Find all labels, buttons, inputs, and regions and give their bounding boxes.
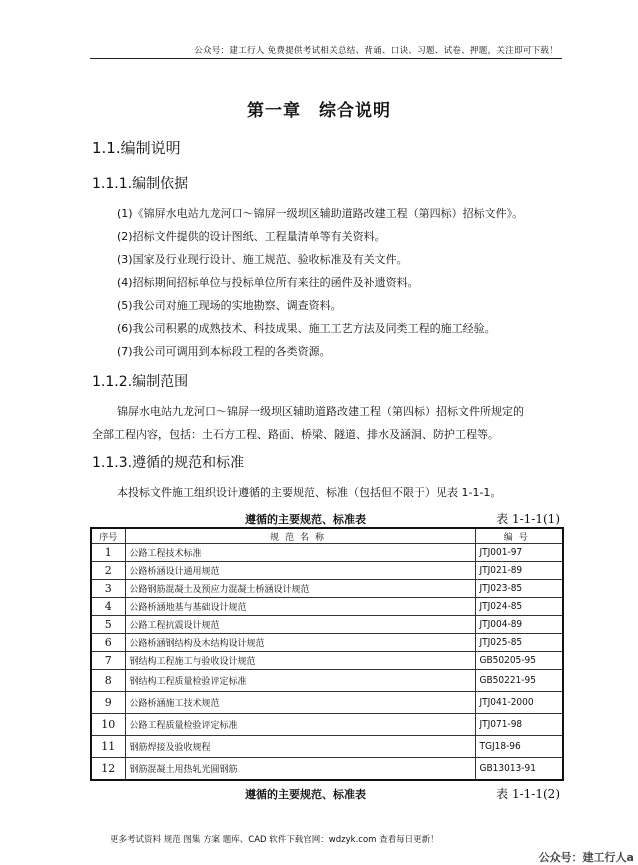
row-name: 公路桥涵设计通用规范 (125, 562, 475, 580)
row-code: GB50205-95 (475, 652, 563, 670)
row-name: 钢筋混凝土用热轧光圆钢筋 (125, 758, 475, 781)
table-header-row (91, 528, 563, 544)
section-1-1-1-title: 1.1.1.编制依据 (92, 176, 189, 192)
section-1-1-title: 1.1.编制说明 (92, 139, 181, 157)
row-name: 钢筋焊接及验收规程 (125, 736, 475, 758)
row-code: JTJ023-85 (475, 580, 563, 598)
basis-item-4: (4)招标期间招标单位与投标单位所有来往的函件及补遗资料。 (117, 276, 419, 289)
row-no: 9 (91, 692, 125, 714)
row-code: JTJ001-97 (475, 544, 563, 562)
row-name: 钢结构工程施工与验收设计规范 (125, 652, 475, 670)
basis-item-7: (7)我公司可调用到本标段工程的各类资源。 (117, 345, 331, 358)
row-name: 公路桥涵施工技术规范 (125, 692, 475, 714)
row-name: 公路工程技术标准 (125, 544, 475, 562)
table-row (91, 758, 563, 781)
row-no: 2 (91, 562, 125, 580)
basis-item-3: (3)国家及行业现行设计、施工规范、验收标准及有关文件。 (117, 253, 408, 266)
row-name: 公路工程质量检验评定标准 (125, 714, 475, 736)
header-divider (90, 58, 562, 59)
row-code: GB50221-95 (475, 670, 563, 692)
table-row (91, 634, 563, 652)
chapter-title: 第一章 综合说明 (247, 101, 391, 121)
header-name: 规范名称 (125, 528, 475, 544)
row-name: 公路桥涵地基与基础设计规范 (125, 598, 475, 616)
table-1-number: 表 1-1-1(1) (496, 512, 560, 526)
row-no: 4 (91, 598, 125, 616)
standards-intro: 本投标文件施工组织设计遵循的主要规范、标准（包括但不限于）见表 1-1-1。 (117, 486, 502, 499)
basis-item-2: (2)招标文件提供的设计图纸、工程量清单等有关资料。 (117, 230, 386, 243)
row-no: 11 (91, 736, 125, 758)
table-row (91, 714, 563, 736)
row-name: 公路工程抗震设计规范 (125, 616, 475, 634)
table-row (91, 692, 563, 714)
table-2-number: 表 1-1-1(2) (496, 787, 560, 801)
row-code: JTJ024-85 (475, 598, 563, 616)
table-1-caption: 遵循的主要规范、标准表 (245, 513, 366, 526)
row-name: 钢结构工程质量检验评定标准 (125, 670, 475, 692)
table-row (91, 580, 563, 598)
basis-item-1: (1)《锦屏水电站九龙河口～锦屏一级坝区辅助道路改建工程（第四标）招标文件》。 (117, 207, 524, 220)
row-code: JTJ021-89 (475, 562, 563, 580)
row-no: 7 (91, 652, 125, 670)
row-name: 公路桥涵钢结构及木结构设计规范 (125, 634, 475, 652)
row-code: JTJ071-98 (475, 714, 563, 736)
table-row (91, 736, 563, 758)
row-code: GB13013-91 (475, 758, 563, 781)
row-no: 6 (91, 634, 125, 652)
row-code: TGJ18-96 (475, 736, 563, 758)
table-row (91, 670, 563, 692)
section-1-1-2-title: 1.1.2.编制范围 (92, 374, 189, 390)
watermark: 公众号：建工行人a (538, 851, 634, 864)
table-row (91, 616, 563, 634)
row-code: JTJ041-2000 (475, 692, 563, 714)
row-code: JTJ004-89 (475, 616, 563, 634)
basis-item-6: (6)我公司积累的成熟技术、科技成果、施工工艺方法及同类工程的施工经验。 (117, 322, 496, 335)
row-no: 8 (91, 670, 125, 692)
table-row (91, 562, 563, 580)
basis-item-5: (5)我公司对施工现场的实地勘察、调查资料。 (117, 299, 342, 312)
header-code: 编号 (475, 528, 563, 544)
row-name: 公路钢筋混凝土及预应力混凝土桥涵设计规范 (125, 580, 475, 598)
section-1-1-3-title: 1.1.3.遵循的规范和标准 (92, 455, 245, 471)
header-note: 公众号：建工行人 免费提供考试相关总结、背诵、口诀、习题、试卷、押题，关注即可下载！ (194, 46, 558, 56)
row-no: 10 (91, 714, 125, 736)
row-no: 3 (91, 580, 125, 598)
table-2-caption: 遵循的主要规范、标准表 (245, 788, 366, 801)
standards-table (90, 527, 564, 781)
scope-paragraph-line-2: 全部工程内容，包括：土石方工程、路面、桥梁、隧道、排水及涵洞、防护工程等。 (92, 428, 499, 441)
table-row (91, 652, 563, 670)
table-row (91, 544, 563, 562)
footer-note: 更多考试资料 规范 图集 方案 题库、CAD 软件下载官网：wdzyk.com 查看每日更新！ (110, 835, 439, 845)
row-no: 5 (91, 616, 125, 634)
row-no: 1 (91, 544, 125, 562)
row-no: 12 (91, 758, 125, 781)
header-no: 序号 (91, 528, 125, 544)
table-row (91, 598, 563, 616)
row-code: JTJ025-85 (475, 634, 563, 652)
scope-paragraph-line-1: 锦屏水电站九龙河口～锦屏一级坝区辅助道路改建工程（第四标）招标文件所规定的 (117, 405, 524, 418)
